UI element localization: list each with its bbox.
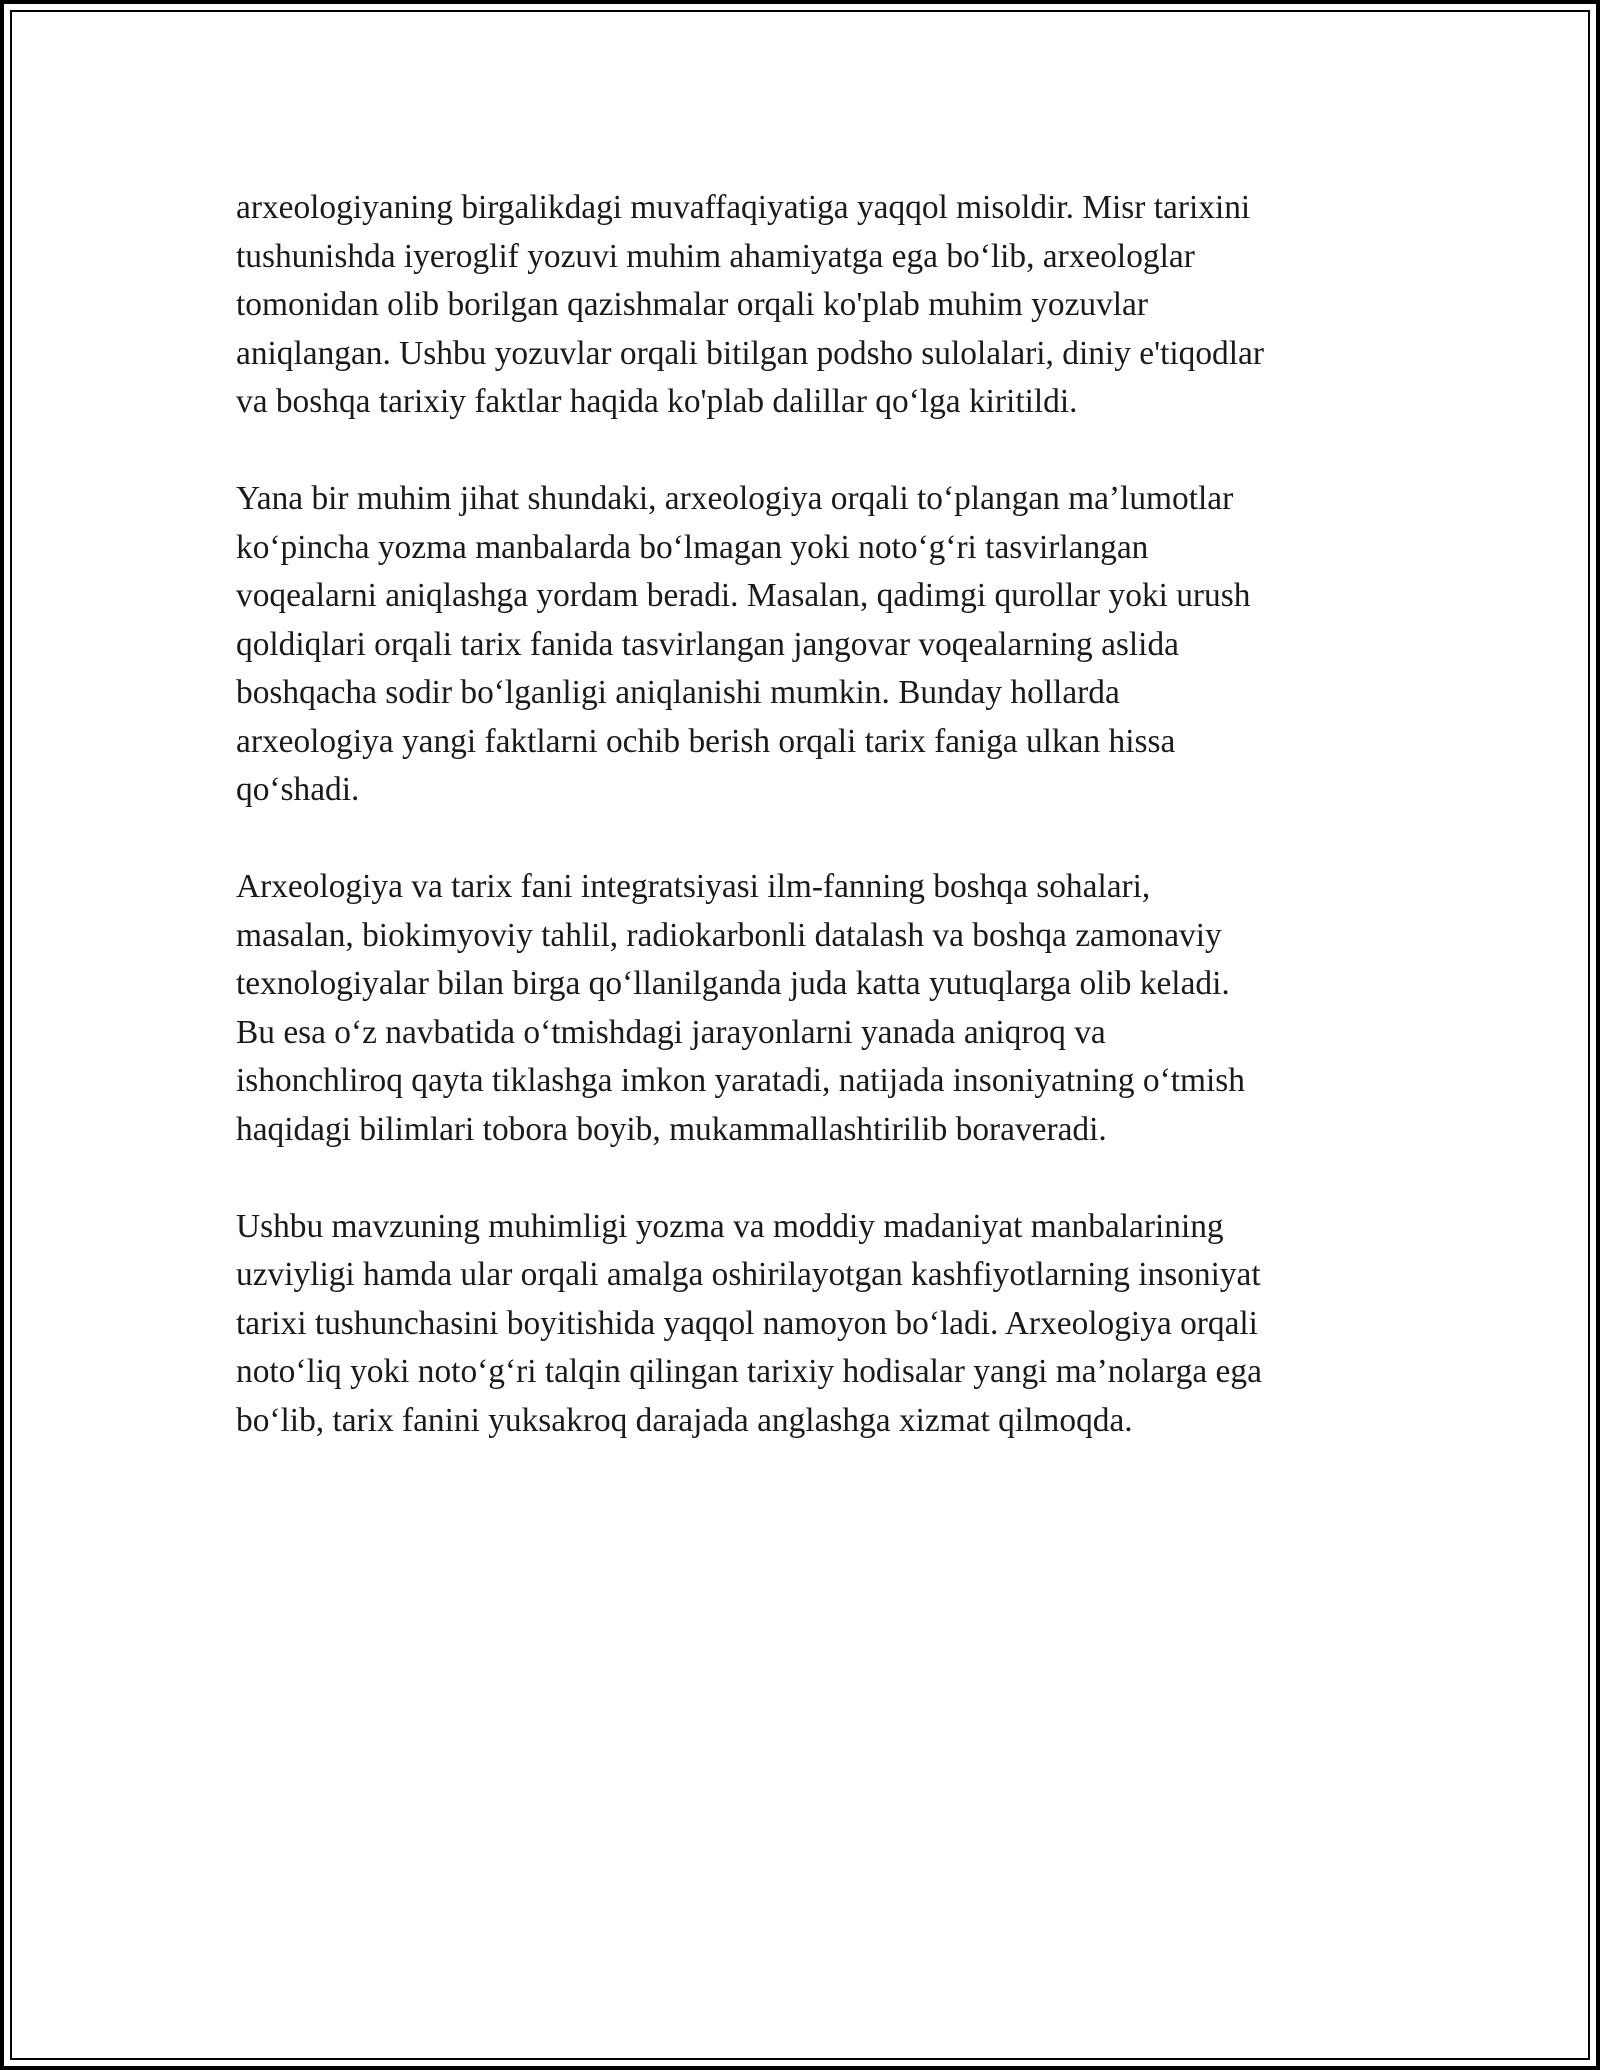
text-line: tushunishda iyeroglif yozuvi muhim ahamiyatga ega bo‘lib, arxeologlar bbox=[236, 237, 1195, 275]
text-line: Arxeologiya va tarix fani integratsiyasi ilm-fanning boshqa sohalari, bbox=[236, 868, 1151, 905]
text-line: tarixi tushunchasini boyitishida yaqqol namoyon bo‘ladi. Arxeologiya orqali bbox=[236, 1304, 1258, 1342]
text-line: qo‘shadi. bbox=[236, 771, 360, 808]
text-line: aniqlangan. Ushbu yozuvlar orqali bitilgan podsho sulolalari, diniy e'tiqodlar bbox=[236, 334, 1264, 372]
text-line: arxeologiya yangi faktlarni ochib berish orqali tarix faniga ulkan hissa bbox=[236, 722, 1176, 760]
text-line: va boshqa tarixiy faktlar haqida ko'plab dalillar qo‘lga kiritildi. bbox=[236, 383, 1078, 420]
text-line: bo‘lib, tarix fanini yuksakroq darajada anglashga xizmat qilmoqda. bbox=[236, 1401, 1133, 1439]
text-line: haqidagi bilimlari tobora boyib, mukammallashtirilib boraveradi. bbox=[236, 1110, 1107, 1148]
text-line: masalan, biokimyoviy tahlil, radiokarbonli datalash va boshqa zamonaviy bbox=[236, 916, 1222, 954]
text-line: ko‘pincha yozma manbalarda bo‘lmagan yoki noto‘g‘ri tasvirlangan bbox=[236, 528, 1149, 566]
paragraph-3 bbox=[236, 863, 1376, 1154]
paragraph-1 bbox=[236, 184, 1376, 427]
text-line: Ushbu mavzuning muhimligi yozma va moddiy madaniyat manbalarining bbox=[236, 1207, 1224, 1245]
text-line: voqealarni aniqlashga yordam beradi. Masalan, qadimgi qurollar yoki urush bbox=[236, 577, 1251, 614]
text-line: texnologiyalar bilan birga qo‘llanilganda juda katta yutuqlarga olib keladi. bbox=[236, 965, 1230, 1002]
paragraph-4 bbox=[236, 1203, 1376, 1446]
text-line: tomonidan olib borilgan qazishmalar orqali ko'plab muhim yozuvlar bbox=[236, 286, 1148, 323]
text-line: uzviyligi hamda ular orqali amalga oshirilayotgan kashfiyotlarning insoniyat bbox=[236, 1256, 1261, 1293]
paragraph-2 bbox=[236, 475, 1376, 815]
text-line: qoldiqlari orqali tarix fanida tasvirlangan jangovar voqealarning aslida bbox=[236, 625, 1179, 663]
text-line: Yana bir muhim jihat shundaki, arxeologiya orqali to‘plangan ma’lumotlar bbox=[236, 480, 1234, 517]
text-line: noto‘liq yoki noto‘g‘ri talqin qilingan tarixiy hodisalar yangi ma’nolarga ega bbox=[236, 1353, 1262, 1390]
text-line: arxeologiyaning birgalikdagi muvaffaqiyatiga yaqqol misoldir. Misr tarixini bbox=[236, 189, 1251, 226]
document-body bbox=[236, 184, 1376, 1494]
text-line: ishonchliroq qayta tiklashga imkon yaratadi, natijada insoniyatning o‘tmish bbox=[236, 1062, 1245, 1099]
text-line: boshqacha sodir bo‘lganligi aniqlanishi mumkin. Bunday hollarda bbox=[236, 674, 1120, 711]
text-line: Bu esa o‘z navbatida o‘tmishdagi jarayonlarni yanada aniqroq va bbox=[236, 1013, 1106, 1051]
